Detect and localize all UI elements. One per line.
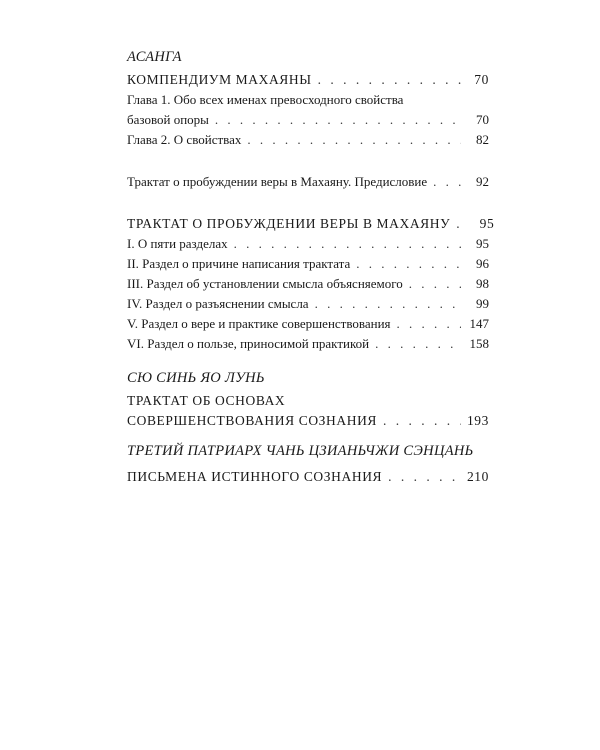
toc-entry-title-line2: СОВЕРШЕНСТВОВАНИЯ СОЗНАНИЯ bbox=[127, 413, 378, 428]
toc-entry-title: III. Раздел об установлении смысла объясняемого bbox=[127, 276, 403, 291]
toc-entry-page: 95 bbox=[479, 216, 495, 231]
toc-entry-section-5[interactable] bbox=[127, 314, 489, 334]
toc-entry-foundations-treatise[interactable] bbox=[127, 391, 489, 431]
toc-entry-page: 95 bbox=[476, 236, 489, 251]
leader-dots bbox=[356, 254, 461, 274]
toc-entry-preface[interactable] bbox=[127, 172, 489, 192]
toc-entry-page: 210 bbox=[466, 469, 489, 484]
toc-entry-awakening-treatise[interactable] bbox=[127, 214, 495, 234]
toc-entry-page: 147 bbox=[469, 316, 489, 331]
toc-entry-page: 70 bbox=[476, 112, 489, 127]
leader-dots bbox=[215, 110, 461, 130]
toc-entry-chapter-1[interactable] bbox=[127, 90, 489, 130]
toc-entry-page: 193 bbox=[466, 413, 489, 428]
leader-dots bbox=[433, 172, 461, 192]
toc-entry-title: Глава 2. О свойствах bbox=[127, 132, 242, 147]
toc-entry-section-2[interactable] bbox=[127, 254, 489, 274]
leader-dots bbox=[315, 294, 461, 314]
toc-entry-title: ПИСЬМЕНА ИСТИННОГО СОЗНАНИЯ bbox=[127, 469, 383, 484]
toc-entry-title: Трактат о пробуждении веры в Махаяну. Предисловие bbox=[127, 174, 428, 189]
toc-entry-section-1[interactable] bbox=[127, 234, 489, 254]
toc-entry-title: КОМПЕНДИУМ МАХАЯНЫ bbox=[127, 72, 312, 87]
toc-entry-title: II. Раздел о причине написания трактата bbox=[127, 256, 351, 271]
leader-dots bbox=[456, 214, 466, 234]
leader-dots bbox=[234, 234, 461, 254]
toc-entry-title: VI. Раздел о пользе, приносимой практикой bbox=[127, 336, 370, 351]
leader-dots bbox=[409, 274, 461, 294]
leader-dots bbox=[318, 70, 461, 90]
toc-entry-title: IV. Раздел о разъяснении смысла bbox=[127, 296, 309, 311]
toc-entry-title: ТРАКТАТ О ПРОБУЖДЕНИИ ВЕРЫ В МАХАЯНУ bbox=[127, 216, 451, 231]
toc-entry-page: 82 bbox=[476, 132, 489, 147]
toc-entry-chapter-2[interactable] bbox=[127, 130, 489, 150]
table-of-contents bbox=[127, 47, 495, 487]
leader-dots bbox=[247, 130, 461, 150]
toc-entry-page: 96 bbox=[476, 256, 489, 271]
author-asanga: АСАНГА bbox=[127, 49, 182, 65]
toc-entry-section-6[interactable] bbox=[127, 334, 489, 354]
author-xiu-xin-yao-lun: СЮ СИНЬ ЯО ЛУНЬ bbox=[127, 370, 265, 386]
leader-dots bbox=[397, 314, 461, 334]
leader-dots bbox=[388, 467, 461, 487]
toc-entry-section-3[interactable] bbox=[127, 274, 489, 294]
toc-entry-page: 158 bbox=[469, 336, 489, 351]
toc-entry-title: V. Раздел о вере и практике совершенствования bbox=[127, 316, 391, 331]
toc-entry-section-4[interactable] bbox=[127, 294, 489, 314]
toc-entry-page: 99 bbox=[476, 296, 489, 311]
toc-entry-title: I. О пяти разделах bbox=[127, 236, 228, 251]
toc-entry-page: 92 bbox=[476, 174, 489, 189]
toc-entry-true-mind[interactable] bbox=[127, 467, 489, 487]
toc-entry-page: 98 bbox=[476, 276, 489, 291]
leader-dots bbox=[375, 334, 461, 354]
toc-entry-compendium[interactable] bbox=[127, 70, 489, 90]
leader-dots bbox=[383, 411, 461, 431]
toc-entry-title-line1: Глава 1. Обо всех именах превосходного свойства bbox=[127, 92, 404, 107]
toc-entry-page: 70 bbox=[474, 72, 489, 87]
author-sengcan: ТРЕТИЙ ПАТРИАРХ ЧАНЬ ЦЗИАНЬЧЖИ СЭНЦАНЬ bbox=[127, 443, 474, 459]
toc-entry-title-line2: базовой опоры bbox=[127, 112, 209, 127]
toc-entry-title-line1: ТРАКТАТ ОБ ОСНОВАХ bbox=[127, 393, 286, 408]
